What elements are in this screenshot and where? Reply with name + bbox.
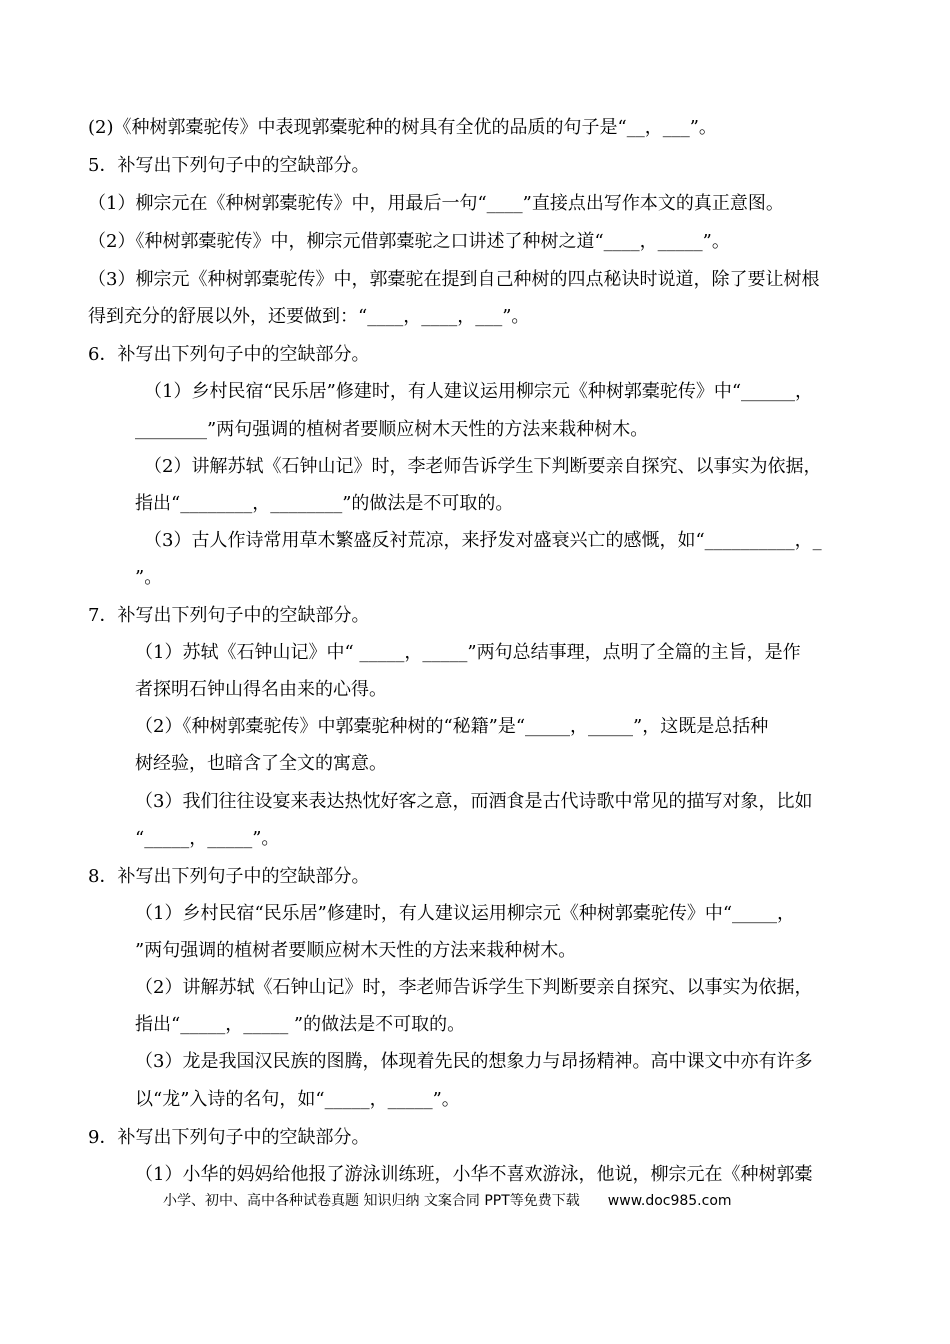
text-line: （1）苏轼《石钟山记》中“ _____，_____”两句总结事理，点明了全篇的主旨，是作 xyxy=(135,642,801,663)
text-line: （1）乡村民宿“民乐居”修建时，有人建议运用柳宗元《种树郭橐驼传》中“_____， xyxy=(135,903,796,924)
text-line: （3）古人作诗常用草木繁盛反衬荒凉，来抒发对盛衰兴亡的感慨，如“__________，_ xyxy=(144,530,822,551)
text-line: （2）《种树郭橐驼传》中，柳宗元借郭橐驼之口讲述了种树之道“____，_____”。 xyxy=(88,231,730,252)
question-heading: 9．补写出下列句子中的空缺部分。 xyxy=(88,1127,370,1148)
text-line: ”两句强调的植树者要顺应树木天性的方法来栽种树木。 xyxy=(135,940,577,961)
text-line: 树经验，也暗含了全文的寓意。 xyxy=(135,753,387,774)
text-line: （3）龙是我国汉民族的图腾，体现着先民的想象力与昂扬精神。高中课文中亦有许多 xyxy=(135,1051,813,1072)
text-line: “_____，_____”。 xyxy=(135,828,280,849)
text-line: （3）柳宗元《种树郭橐驼传》中，郭橐驼在提到自己种树的四点秘诀时说道，除了要让树根 xyxy=(88,269,820,290)
text-line: (2)《种树郭橐驼传》中表现郭橐驼种的树具有全优的品质的句子是“__，___”。 xyxy=(88,117,717,138)
footer-url[interactable]: www.doc985.com xyxy=(607,1193,732,1209)
question-heading: 5．补写出下列句子中的空缺部分。 xyxy=(88,155,370,176)
text-line: （2）讲解苏轼《石钟山记》时，李老师告诉学生下判断要亲自探究、以事实为依据， xyxy=(144,456,822,477)
text-line: 指出“_____，_____ ”的做法是不可取的。 xyxy=(135,1014,466,1035)
text-line: 以“龙”入诗的名句，如“_____，_____”。 xyxy=(135,1089,460,1110)
text-line: （3）我们往往设宴来表达热忱好客之意，而酒食是古代诗歌中常见的描写对象，比如 xyxy=(135,791,813,812)
text-line: （1）小华的妈妈给他报了游泳训练班，小华不喜欢游泳，他说，柳宗元在《种树郭橐 xyxy=(135,1164,813,1185)
text-line: （2）《种树郭橐驼传》中郭橐驼种树的“秘籍”是“_____，_____”，这既是总括种 xyxy=(135,716,769,737)
text-line: （1）柳宗元在《种树郭橐驼传》中，用最后一句“____”直接点出写作本文的真正意图。 xyxy=(88,193,784,214)
text-line: 指出“________，________”的做法是不可取的。 xyxy=(135,493,514,514)
question-heading: 7．补写出下列句子中的空缺部分。 xyxy=(88,605,370,626)
text-line: （2）讲解苏轼《石钟山记》时，李老师告诉学生下判断要亲自探究、以事实为依据， xyxy=(135,977,813,998)
page-footer xyxy=(163,1190,732,1210)
text-line: ”。 xyxy=(135,567,163,588)
text-line: 得到充分的舒展以外，还要做到：“____，____，___”。 xyxy=(88,306,530,327)
question-heading: 8．补写出下列句子中的空缺部分。 xyxy=(88,866,370,887)
question-heading: 6．补写出下列句子中的空缺部分。 xyxy=(88,344,370,365)
footer-text: 小学、初中、高中各种试卷真题 知识归纳 文案合同 PPT等免费下载 xyxy=(163,1193,580,1209)
text-line: ________”两句强调的植树者要顺应树木天性的方法来栽种树木。 xyxy=(135,419,649,440)
text-line: （1）乡村民宿“民乐居”修建时，有人建议运用柳宗元《种树郭橐驼传》中“______， xyxy=(144,381,814,402)
text-line: 者探明石钟山得名由来的心得。 xyxy=(135,679,387,700)
